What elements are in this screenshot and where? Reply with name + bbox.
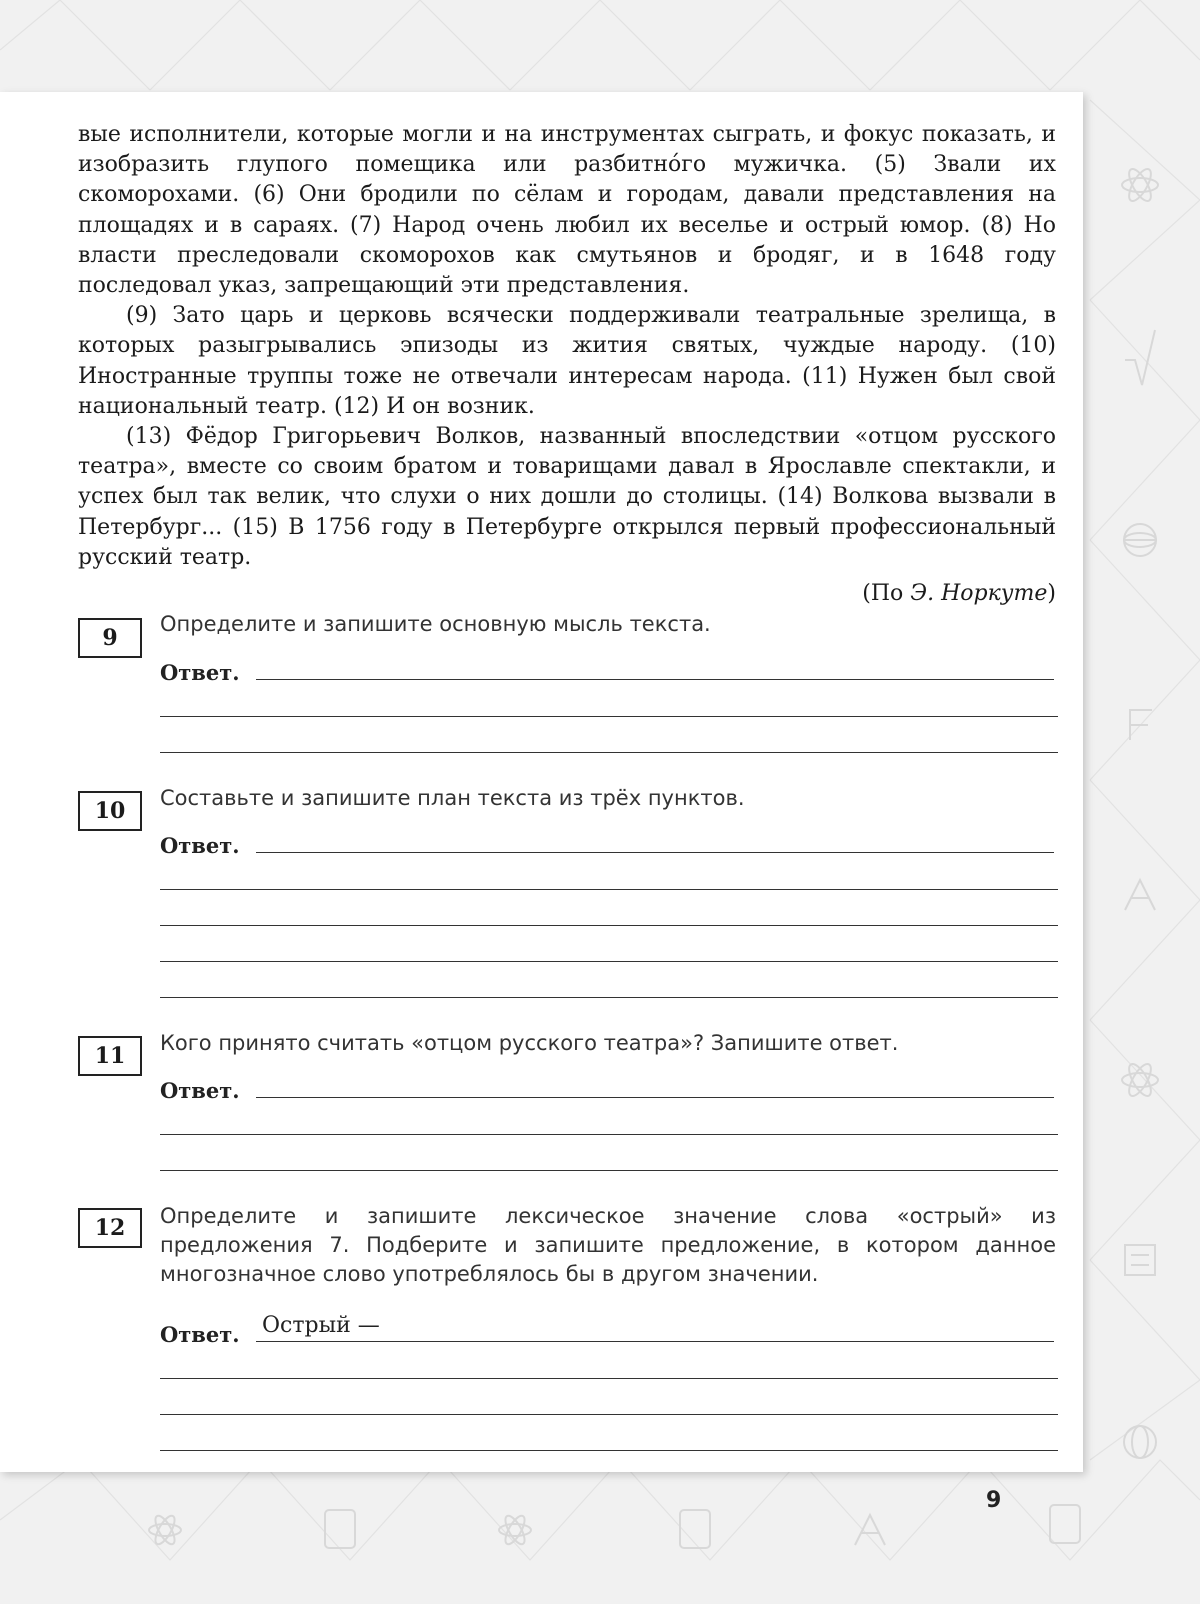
answer-line[interactable] [160,961,1058,962]
answer-line[interactable] [160,1414,1058,1415]
passage-paragraph: (13) Фёдор Григорьевич Волков, названный впоследствии «отцом русского театра», вместе со своим братом и товарищами давал в Ярославле спектакли, и успех был так велик, что слухи о них дошли до столицы. (14) Волкова вызвали в Петербург... (15) В 1756 году в Петербурге открылся первый профессиональный русский театр. [78,424,1056,570]
answer-line[interactable] [256,1097,1054,1098]
task-number-box: 12 [78,1208,142,1248]
task-number-box: 10 [78,791,142,831]
answer-line[interactable] [256,852,1054,853]
page-number: 9 [986,1488,1002,1513]
answer-line[interactable] [160,716,1058,717]
task-number-box: 11 [78,1036,142,1076]
passage-paragraph: (9) Зато царь и церковь всячески поддерживали театральные зрелища, в которых разыгрывались эпизоды из жития святых, чуждые народу. (10) Иностранные труппы тоже не отвечали интересам народа. (11) Нужен был свой национальный театр. (12) И он возник. [78,303,1056,419]
task-prompt: Определите и запишите основную мысль текста. [160,612,711,636]
source-suffix: ) [1047,581,1056,606]
answer-line[interactable] [256,679,1054,680]
answer-line[interactable] [160,925,1058,926]
task-number-box: 9 [78,618,142,658]
reading-passage [78,120,1056,573]
answer-label: Ответ. [160,1078,240,1103]
source-prefix: (По [862,581,911,606]
passage-source [862,581,1056,606]
answer-line[interactable] [160,889,1058,890]
answer-prefill: Острый — [262,1313,380,1338]
answer-line[interactable] [160,997,1058,998]
passage-paragraph: вые исполнители, которые могли и на инструментах сыграть, и фокус показать, и изобразить глупого помещика или разбитно́го мужичка. (5) Звали их скоморохами. (6) Они бродили по сёлам и городам, давали представления на площадях и в сараях. (7) Народ очень любил их веселье и острый юмор. (8) Но власти преследовали скоморохов как смутьянов и бродяг, и в 1648 году последовал указ, запрещающий эти представления. [78,122,1056,299]
task-prompt: Составьте и запишите план текста из трёх пунктов. [160,786,745,810]
answer-line[interactable] [160,752,1058,753]
answer-label: Ответ. [160,833,240,858]
task-prompt: Определите и запишите лексическое значение слова «острый» из предложения 7. Подберите и запишите предложение, в котором данное многозначное слово употреблялось бы в другом значении. [160,1204,1056,1286]
source-author: Э. Норкуте [910,581,1048,606]
answer-line[interactable] [160,1378,1058,1379]
answer-label: Ответ. [160,1322,240,1347]
task-prompt: Кого принято считать «отцом русского театра»? Запишите ответ. [160,1031,899,1055]
answer-line[interactable] [256,1341,1054,1342]
answer-line[interactable] [160,1134,1058,1135]
answer-label: Ответ. [160,660,240,685]
answer-line[interactable] [160,1450,1058,1451]
answer-line[interactable] [160,1170,1058,1171]
